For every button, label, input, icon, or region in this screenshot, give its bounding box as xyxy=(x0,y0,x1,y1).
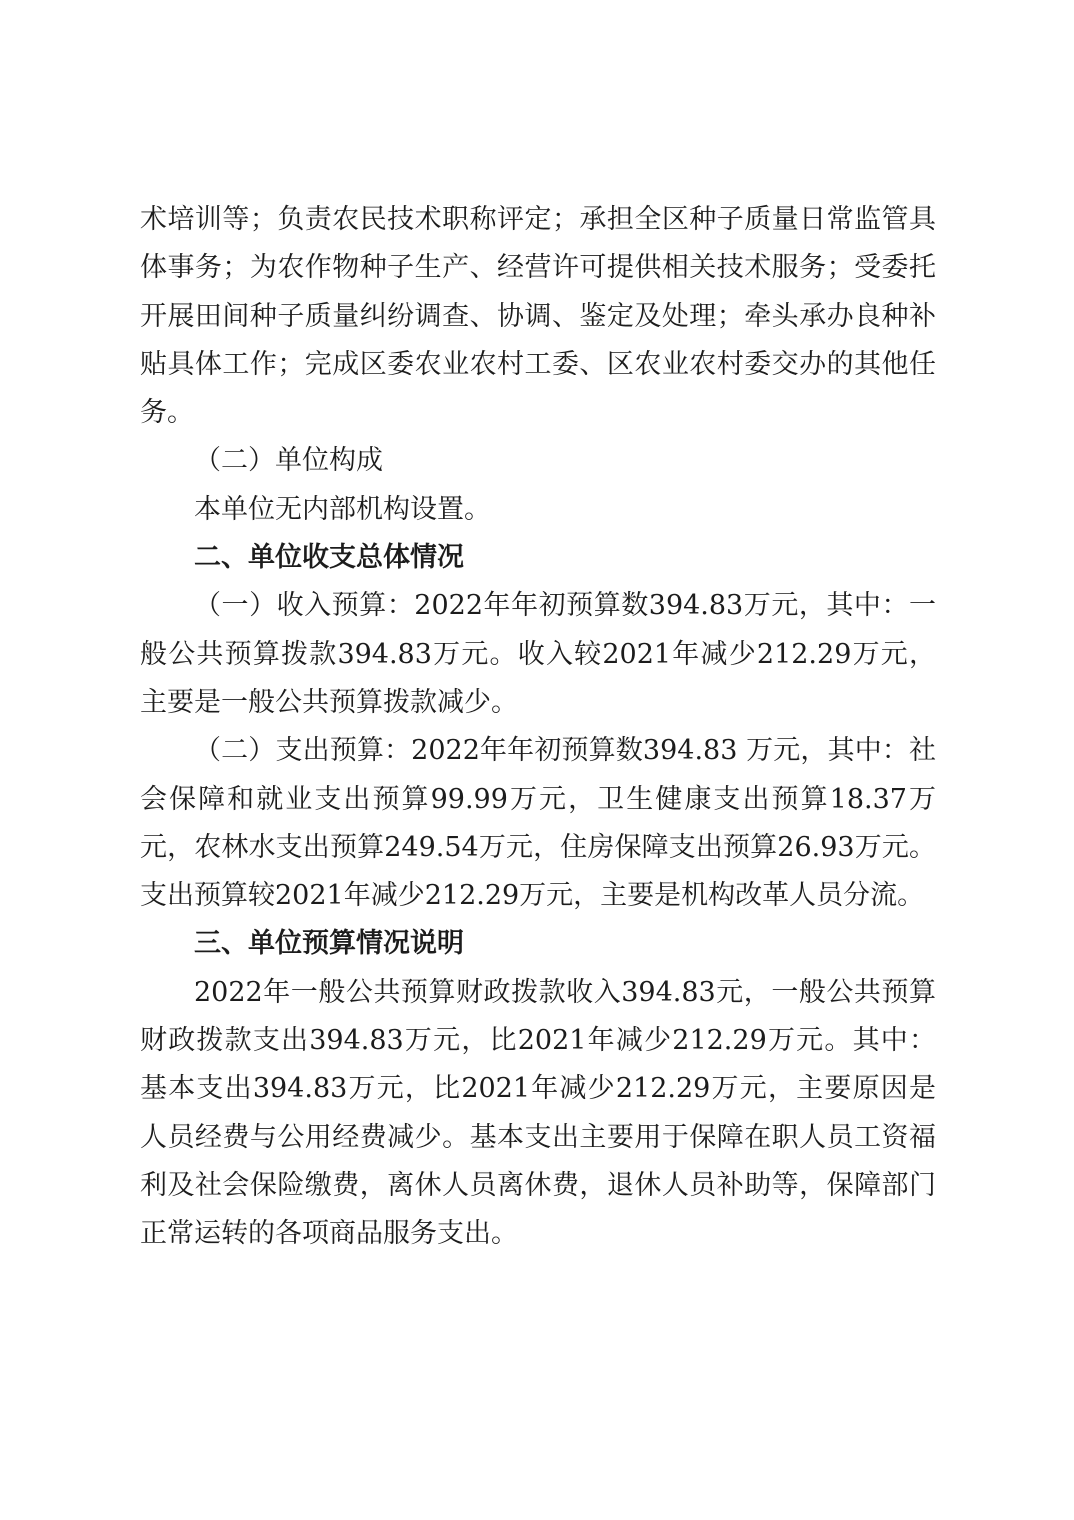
intro-continuation-paragraph: 术培训等；负责农民技术职称评定；承担全区种子质量日常监管具体事务；为农作物种子生产、经营许可提供相关技术服务；受委托开展田间种子质量纠纷调查、协调、鉴定及处理；牵头承办良种补贴具体工作；完成区委农业农村工委、区农业农村委交办的其他任务。 xyxy=(140,204,936,429)
unit-composition-paragraph: 本单位无内部机构设置。 xyxy=(194,493,491,525)
expenditure-budget-paragraph: （二）支出预算：2022年年初预算数394.83 万元，其中：社会保障和就业支出预算99.99万元，卫生健康支出预算18.37万元，农林水支出预算249.54万元，住房保障支出预算26.93万元。支出预算较2021年减少212.29万元，主要是机构改革人员分流。 xyxy=(140,735,936,912)
section-two-heading: 二、单位收支总体情况 xyxy=(194,542,464,574)
section-three-heading: 三、单位预算情况说明 xyxy=(194,928,464,960)
document-body xyxy=(140,196,936,1259)
income-budget-paragraph: （一）收入预算：2022年年初预算数394.83万元，其中：一般公共预算拨款394.83万元。收入较2021年减少212.29万元，主要是一般公共预算拨款减少。 xyxy=(140,590,936,718)
budget-explanation-paragraph: 2022年一般公共预算财政拨款收入394.83元，一般公共预算财政拨款支出394.83万元，比2021年减少212.29万元。其中：基本支出394.83万元，比2021年减少212.29万元，主要原因是人员经费与公用经费减少。基本支出主要用于保障在职人员工资福利及社会保险缴费，离休人员离休费，退休人员补助等，保障部门正常运转的各项商品服务支出。 xyxy=(140,976,936,1250)
unit-composition-subheading: （二）单位构成 xyxy=(194,445,383,477)
